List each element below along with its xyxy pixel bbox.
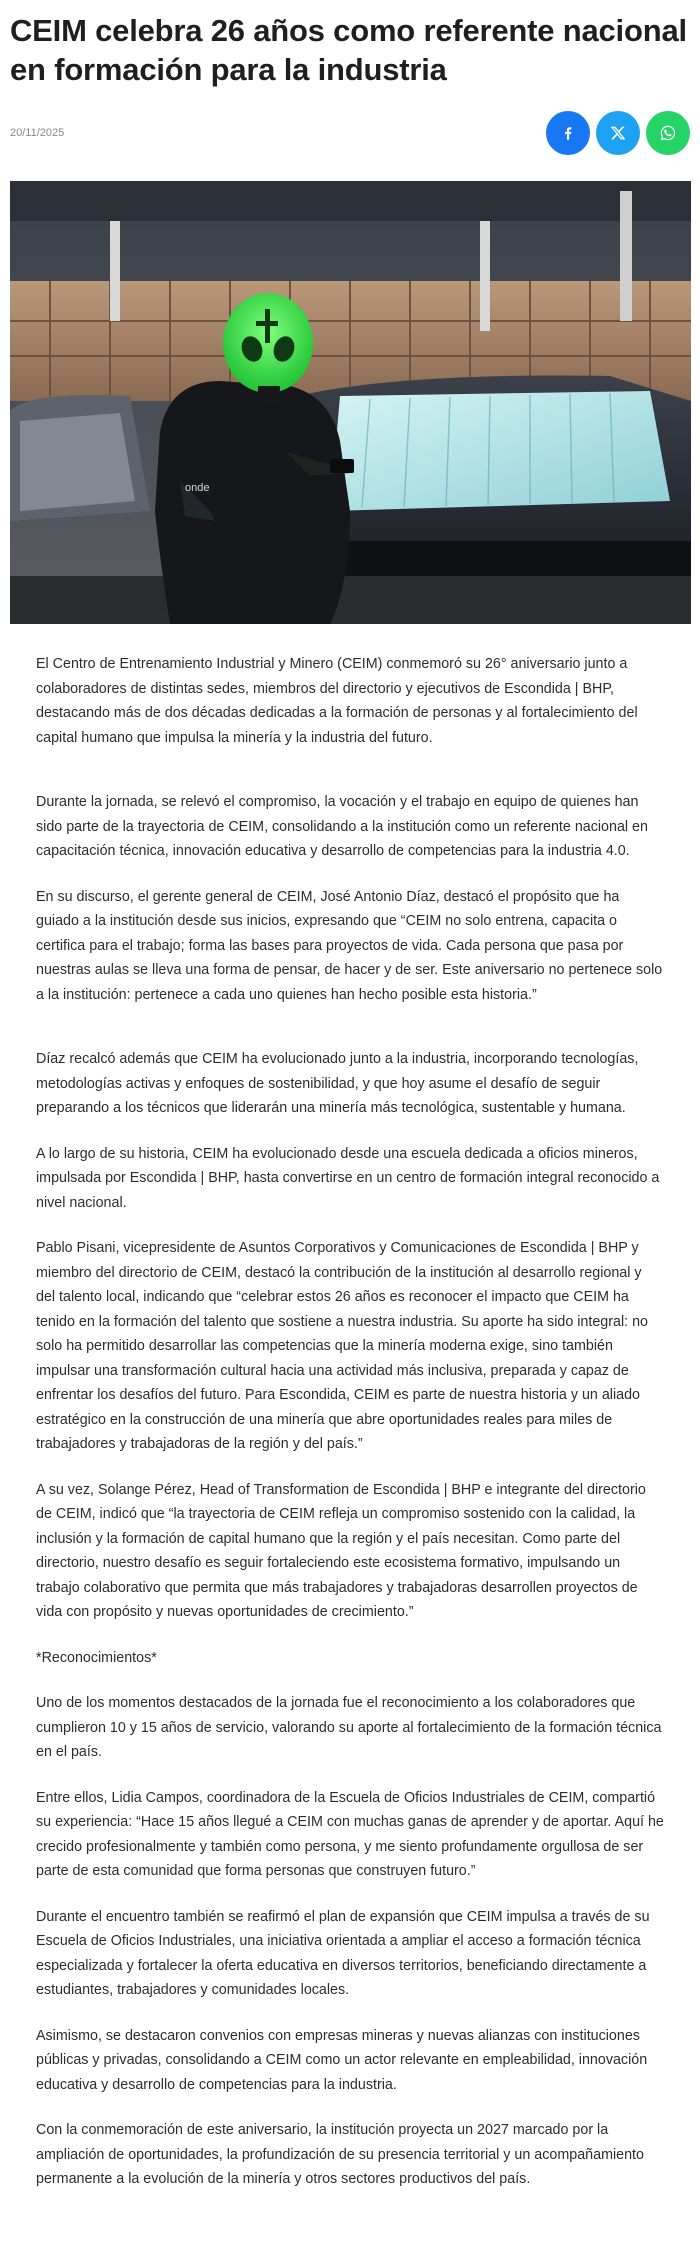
share-buttons: [546, 111, 690, 155]
whatsapp-icon: [659, 124, 677, 142]
hero-photo: [10, 181, 691, 624]
article-paragraph: A lo largo de su historia, CEIM ha evolucionado desde una escuela dedicada a oficios mineros, impulsada por Escondida | BHP, hasta convertirse en un centro de formación integral reconocido a nivel nacional.: [36, 1145, 660, 1211]
share-facebook-button[interactable]: [546, 111, 590, 155]
facebook-icon: [559, 124, 577, 142]
article-paragraph: En su discurso, el gerente general de CEIM, José Antonio Díaz, destacó el propósito que ha guiado a la institución desde sus inicios, expresando que “CEIM no solo entrena, capacita o certifica para el trabajo; forma las bases para proyectos de vida. Cada persona que pasa por nuestras aulas se lleva una forma de pensar, de hacer y de ser. Este aniversario no pertenece solo a la institución: pertenece a cada uno quienes han hecho posible esta historia.”: [36, 888, 663, 1003]
article-paragraph: El Centro de Entrenamiento Industrial y Minero (CEIM) conmemoró su 26° aniversario junto a colaboradores de distintas sedes, miembros del directorio y ejecutivos de Escondida | BHP, destacando más de dos décadas dedicadas a la formación de personas y al fortalecimiento del capital humano que impulsa la minería y la industria del futuro.: [36, 656, 638, 746]
article-body: [0, 624, 700, 2192]
article-paragraph: Con la conmemoración de este aniversario, la institución proyecta un 2027 marcado por la ampliación de oportunidades, la profundización de su presencia territorial y un acompañamiento permanente a la evolución de la minería y otros sectores productivos del país.: [36, 2122, 644, 2187]
article-meta: [0, 97, 700, 169]
x-icon: [609, 124, 627, 142]
article-paragraph: Uno de los momentos destacados de la jornada fue el reconocimiento a los colaboradores que cumplieron 10 y 15 años de servicio, valorando su aporte al fortalecimiento de la formación técnica en el país.: [36, 1695, 662, 1760]
article-title: CEIM celebra 26 años como referente nacional en formación para la industria: [10, 13, 687, 87]
share-x-button[interactable]: [596, 111, 640, 155]
article-paragraph: Díaz recalcó además que CEIM ha evolucionado junto a la industria, incorporando tecnologías, metodologías activas y enfoques de sostenibilidad, y que hoy asume el desafío de seguir preparando a los técnicos que liderarán una minería más tecnológica, sustentable y humana.: [36, 1051, 639, 1116]
article-paragraph: Entre ellos, Lidia Campos, coordinadora de la Escuela de Oficios Industriales de CEIM, compartió su experiencia: “Hace 15 años llegué a CEIM con muchas ganas de aprender y de aportar. Aquí he crecido profesionalmente y también como persona, y me siento profundamente orgullosa de ser parte de esta comunidad que forma personas que construyen futuro.”: [36, 1789, 664, 1879]
article-paragraph: Pablo Pisani, vicepresidente de Asuntos Corporativos y Comunicaciones de Escondida | BHP y miembro del directorio de CEIM, destacó la contribución de la institución al desarrollo regional y del talento local, indicando que “celebrar estos 26 años es reconocer el impacto que CEIM ha tenido en la formación del talento que sostiene a nuestra industria. Su aporte ha sido integral: no solo ha permitido desarrollar las competencias que la minería moderna exige, sino también impulsar una transformación cultural hacia una actividad más inclusiva, preparada y capaz de enfrentar los desafíos del futuro. Para Escondida, CEIM es parte de nuestra historia y un aliado estratégico en la construcción de una minería que abre oportunidades reales para miles de trabajadores y trabajadoras de la región y del país.”: [36, 1240, 648, 1452]
publish-date: 20/11/2025: [10, 127, 65, 139]
article-paragraph: Durante el encuentro también se reafirmó el plan de expansión que CEIM impulsa a través de su Escuela de Oficios Industriales, una iniciativa orientada a ampliar el acceso a formación técnica especializada y fortalecer la oferta educativa en diversos territorios, beneficiando directamente a estudiantes, trabajadores y comunidades locales.: [36, 1908, 650, 1998]
share-whatsapp-button[interactable]: [646, 111, 690, 155]
section-heading-reconocimientos: *Reconocimientos*: [36, 1649, 157, 1666]
svg-text:onde: onde: [185, 482, 210, 494]
article-paragraph: Asimismo, se destacaron convenios con empresas mineras y nuevas alianzas con instituciones públicas y privadas, consolidando a CEIM como un actor relevante en empleabilidad, innovación educativa y desarrollo de competencias para la industria.: [36, 2027, 648, 2093]
article-paragraph: A su vez, Solange Pérez, Head of Transformation de Escondida | BHP e integrante del directorio de CEIM, indicó que “la trayectoria de CEIM refleja un compromiso sostenido con la calidad, la inclusión y la formación de capital humano que la región y el país necesitan. Como parte del directorio, nuestro desafío es seguir fortaleciendo este ecosistema formativo, impulsando un trabajo colaborativo que permita que más trabajadores y trabajadoras desarrollen proyectos de vida con propósito y nuevas oportunidades de crecimiento.”: [36, 1481, 646, 1620]
article-paragraph: Durante la jornada, se relevó el compromiso, la vocación y el trabajo en equipo de quienes han sido parte de la trayectoria de CEIM, consolidando a la institución como un referente nacional en capacitación técnica, innovación educativa y desarrollo de competencias para la industria 4.0.: [36, 794, 648, 859]
